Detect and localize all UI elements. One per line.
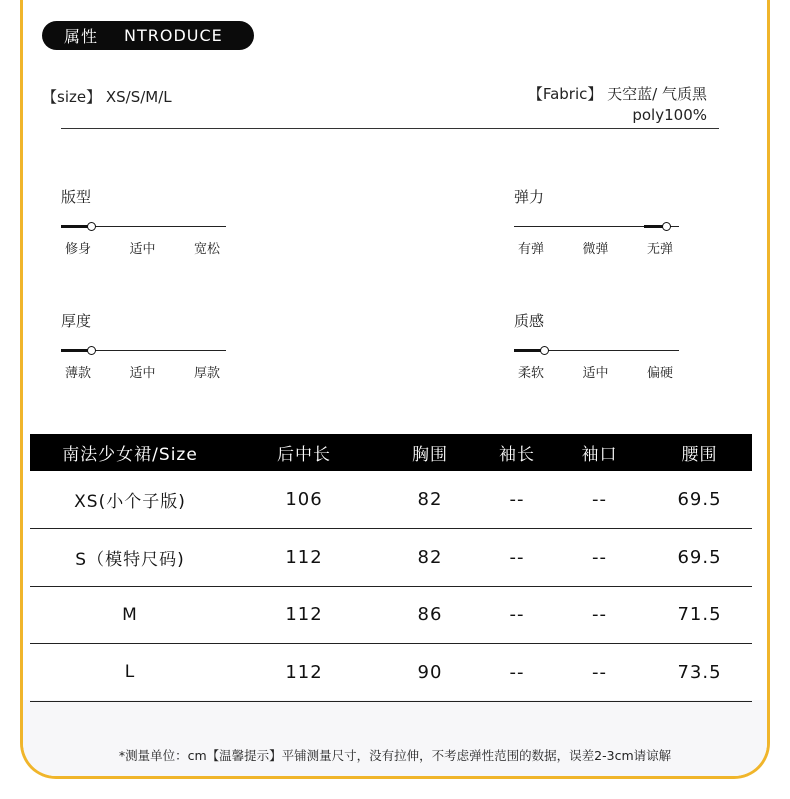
- table-cell: --: [482, 529, 552, 587]
- section-header: [42, 21, 254, 50]
- column-header: 后中长: [230, 434, 378, 471]
- table-cell: --: [552, 529, 647, 587]
- attr-scale: [61, 220, 226, 234]
- attr-fit: [61, 186, 226, 257]
- size-value: XS/S/M/L: [105, 88, 172, 106]
- scale-option: 宽松: [193, 242, 220, 257]
- scale-option: 无弹: [646, 242, 673, 257]
- attr-title: 厚度: [61, 312, 92, 330]
- column-header: 袖长: [482, 434, 552, 471]
- column-header: 南法少女裙/Size: [30, 434, 230, 471]
- table-cell: --: [482, 586, 552, 644]
- table-cell: 73.5: [647, 644, 752, 702]
- table-row: [30, 529, 752, 587]
- scale-option: 适中: [129, 242, 156, 257]
- table-cell: --: [482, 644, 552, 702]
- table-cell: 69.5: [647, 471, 752, 529]
- scale-marker: [87, 222, 96, 231]
- table-cell: 69.5: [647, 529, 752, 587]
- table-row: [30, 586, 752, 644]
- table-cell: XS(小个子版): [30, 471, 230, 529]
- table-cell: 71.5: [647, 586, 752, 644]
- fabric-spec: [528, 84, 707, 126]
- scale-option: 厚款: [193, 366, 220, 381]
- scale-option: 偏硬: [646, 366, 673, 381]
- table-cell: 112: [230, 529, 378, 587]
- attr-scale: [514, 344, 679, 358]
- size-label: 【size】: [42, 88, 102, 106]
- table-header-row: [30, 434, 752, 471]
- table-cell: S（模特尺码): [30, 529, 230, 587]
- table-cell: --: [552, 586, 647, 644]
- table-row: [30, 471, 752, 529]
- attr-thickness: [61, 310, 226, 381]
- table-cell: --: [482, 471, 552, 529]
- header-title-cn: 属性: [64, 27, 99, 46]
- fabric-material: poly100%: [632, 106, 707, 124]
- table-cell: 90: [378, 644, 482, 702]
- column-header: 袖口: [552, 434, 647, 471]
- scale-marker: [540, 346, 549, 355]
- table-cell: 112: [230, 644, 378, 702]
- table-cell: 106: [230, 471, 378, 529]
- card-footer-bg: [23, 700, 767, 776]
- attr-title: 版型: [61, 188, 92, 206]
- table-row: [30, 644, 752, 702]
- scale-marker: [662, 222, 671, 231]
- fabric-label: 【Fabric】: [527, 85, 603, 103]
- scale-option: 薄款: [65, 366, 92, 381]
- attr-title: 质感: [514, 312, 545, 330]
- fabric-colors: 天空蓝/ 气质黑: [607, 85, 707, 103]
- header-title-en: NTRODUCE: [124, 26, 223, 45]
- size-table: [30, 434, 752, 702]
- table-cell: --: [552, 471, 647, 529]
- attr-scale: [514, 220, 679, 234]
- scale-option: 有弹: [518, 242, 545, 257]
- table-cell: --: [552, 644, 647, 702]
- table-cell: L: [30, 644, 230, 702]
- attr-texture: [514, 310, 679, 381]
- table-cell: 86: [378, 586, 482, 644]
- attr-title: 弹力: [514, 188, 545, 206]
- column-header: 腰围: [647, 434, 752, 471]
- table-cell: 112: [230, 586, 378, 644]
- attr-scale: [61, 344, 226, 358]
- scale-option: 适中: [129, 366, 156, 381]
- scale-option: 微弹: [582, 242, 609, 257]
- table-cell: M: [30, 586, 230, 644]
- table-cell: 82: [378, 529, 482, 587]
- scale-option: 适中: [582, 366, 609, 381]
- attr-elasticity: [514, 186, 679, 257]
- table-cell: 82: [378, 471, 482, 529]
- measurement-note: *测量单位：cm【温馨提示】平铺测量尺寸，没有拉伸，不考虑弹性范围的数据，误差2-3cm请谅解: [118, 748, 672, 763]
- scale-marker: [87, 346, 96, 355]
- scale-option: 修身: [65, 242, 92, 257]
- scale-option: 柔软: [518, 366, 545, 381]
- divider: [61, 128, 719, 129]
- column-header: 胸围: [378, 434, 482, 471]
- size-spec: [42, 86, 172, 107]
